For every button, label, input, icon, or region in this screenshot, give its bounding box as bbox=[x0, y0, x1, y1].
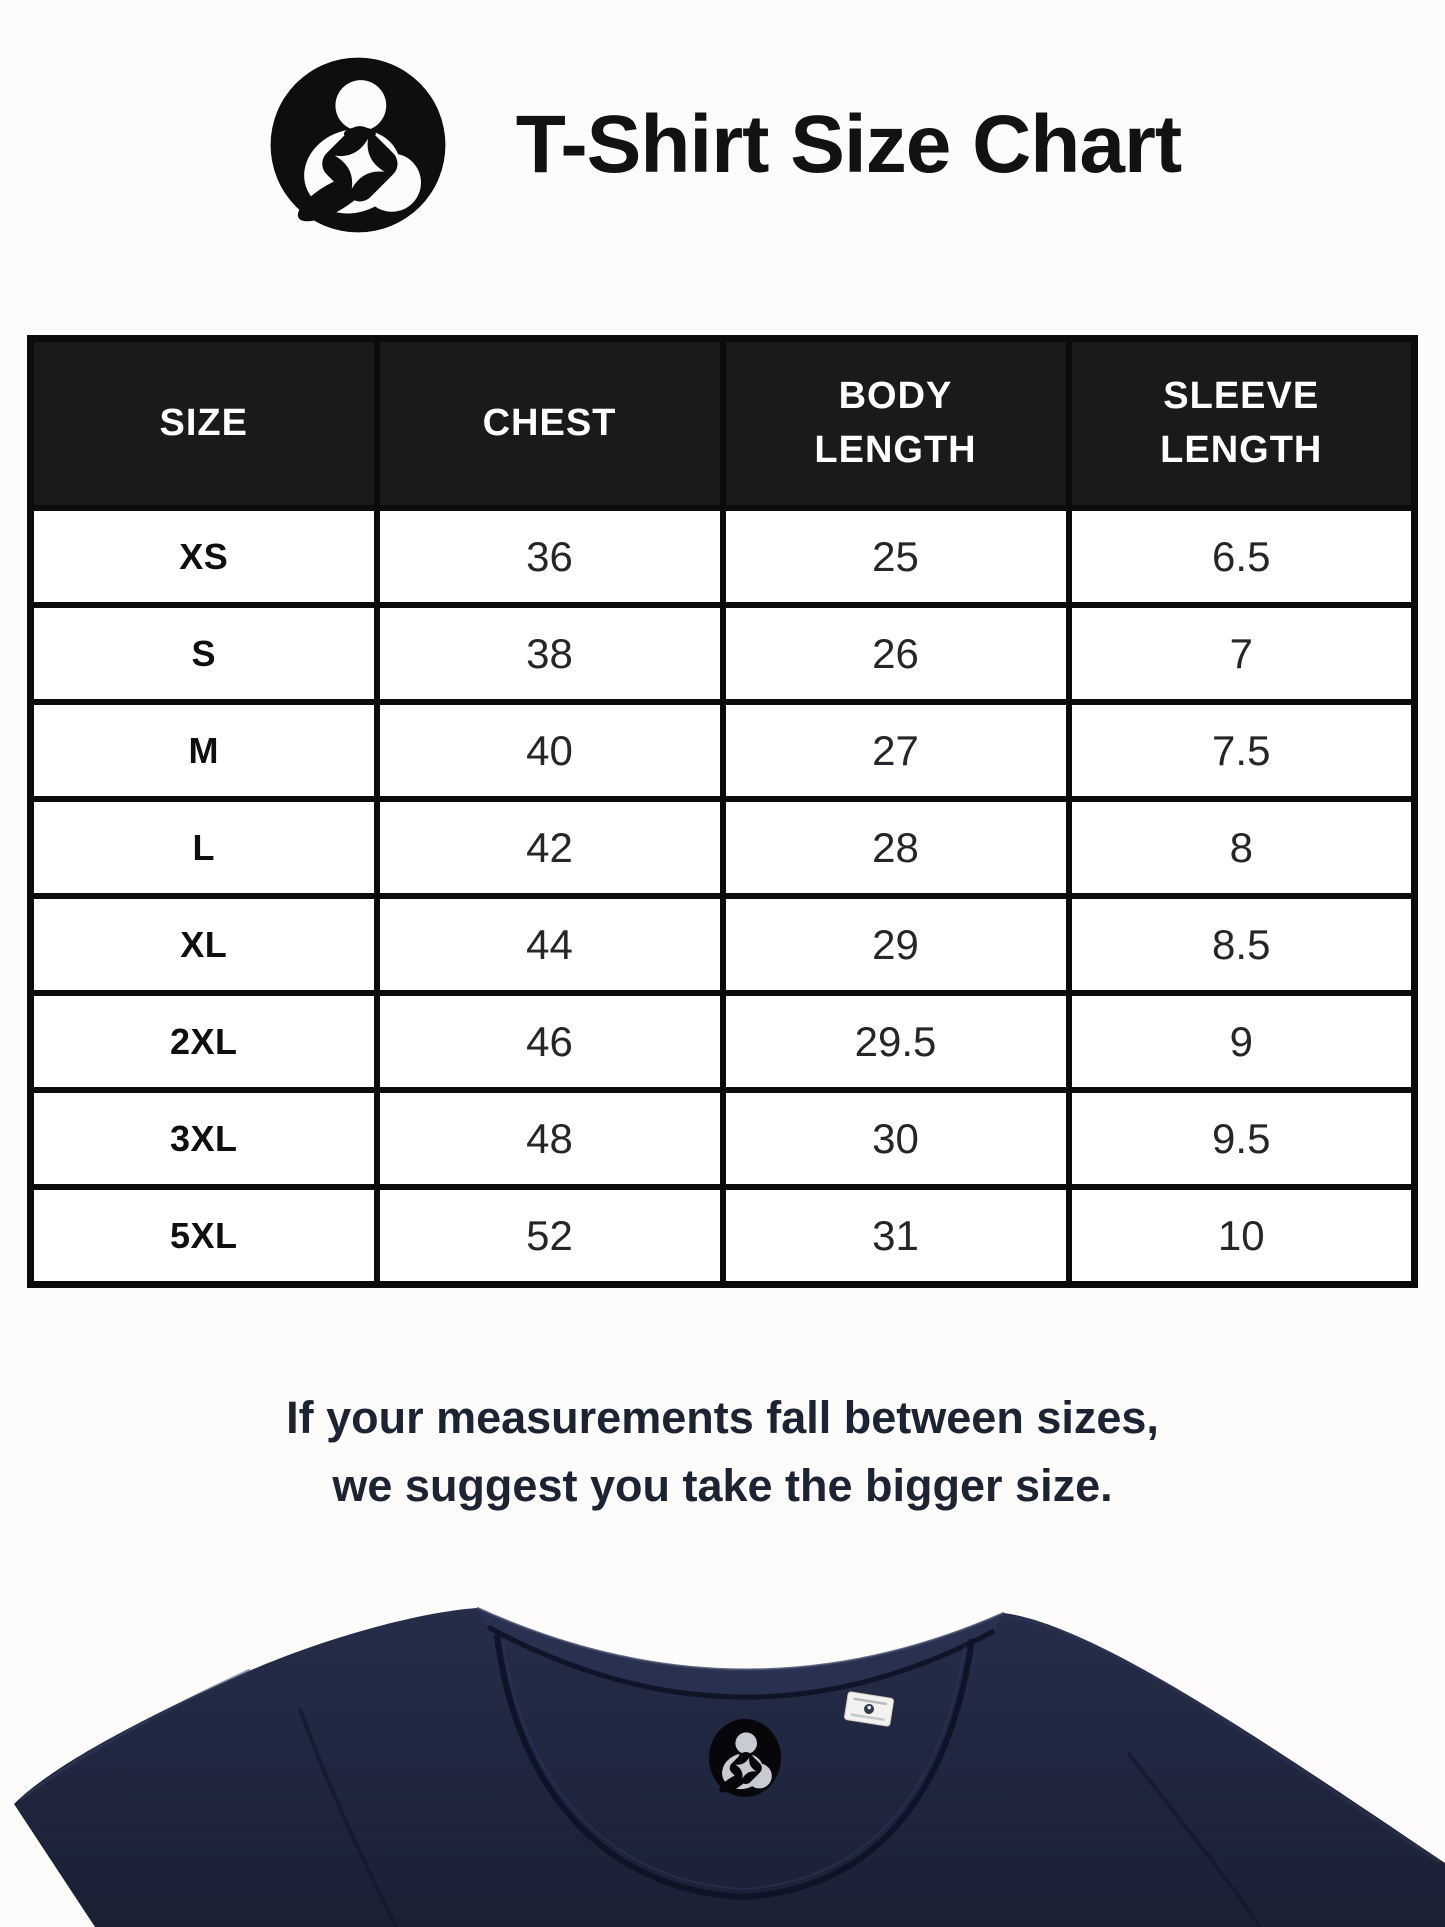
column-header-size: SIZE bbox=[31, 339, 377, 509]
header-row bbox=[31, 339, 1415, 509]
tshirt-illustration bbox=[0, 1557, 1445, 1927]
sleeve-length-cell: 7.5 bbox=[1069, 702, 1415, 799]
chest-cell: 46 bbox=[377, 993, 723, 1090]
sizing-note-line1: If your measurements fall between sizes, bbox=[286, 1392, 1159, 1443]
column-header-sleeve-length: SLEEVE LENGTH bbox=[1069, 339, 1415, 509]
table-row-xl bbox=[31, 896, 1415, 993]
table-row-l bbox=[31, 799, 1415, 896]
body-length-cell: 31 bbox=[723, 1187, 1069, 1285]
page-title: T-Shirt Size Chart bbox=[515, 99, 1182, 190]
chest-cell: 44 bbox=[377, 896, 723, 993]
sleeve-length-cell: 8 bbox=[1069, 799, 1415, 896]
size-cell: L bbox=[31, 799, 377, 896]
body-length-cell: 29.5 bbox=[723, 993, 1069, 1090]
sizing-note bbox=[0, 1384, 1445, 1519]
size-chart-header bbox=[31, 339, 1415, 509]
size-chart-table bbox=[27, 335, 1418, 1288]
table-row-2xl bbox=[31, 993, 1415, 1090]
chest-cell: 52 bbox=[377, 1187, 723, 1285]
table-row-5xl bbox=[31, 1187, 1415, 1285]
body-length-cell: 26 bbox=[723, 605, 1069, 702]
size-cell: XS bbox=[31, 508, 377, 605]
mother-and-baby-logo-icon bbox=[264, 51, 452, 239]
body-length-cell: 28 bbox=[723, 799, 1069, 896]
sleeve-length-cell: 10 bbox=[1069, 1187, 1415, 1285]
chest-cell: 38 bbox=[377, 605, 723, 702]
size-cell: S bbox=[31, 605, 377, 702]
body-length-cell: 25 bbox=[723, 508, 1069, 605]
sizing-note-line2: we suggest you take the bigger size. bbox=[332, 1459, 1113, 1511]
page-header bbox=[0, 50, 1445, 240]
size-cell: 2XL bbox=[31, 993, 377, 1090]
size-cell: M bbox=[31, 702, 377, 799]
size-cell: 5XL bbox=[31, 1187, 377, 1285]
sleeve-length-cell: 6.5 bbox=[1069, 508, 1415, 605]
size-cell: 3XL bbox=[31, 1090, 377, 1187]
sleeve-length-cell: 7 bbox=[1069, 605, 1415, 702]
sleeve-length-cell: 9 bbox=[1069, 993, 1415, 1090]
sleeve-length-cell: 9.5 bbox=[1069, 1090, 1415, 1187]
chest-cell: 40 bbox=[377, 702, 723, 799]
table-row-3xl bbox=[31, 1090, 1415, 1187]
size-cell: XL bbox=[31, 896, 377, 993]
chest-cell: 36 bbox=[377, 508, 723, 605]
body-length-cell: 30 bbox=[723, 1090, 1069, 1187]
column-header-chest: CHEST bbox=[377, 339, 723, 509]
tshirt-neckline-photo bbox=[0, 1557, 1445, 1927]
body-length-cell: 27 bbox=[723, 702, 1069, 799]
collar-brand-patch bbox=[709, 1719, 781, 1797]
chest-cell: 48 bbox=[377, 1090, 723, 1187]
table-row-m bbox=[31, 702, 1415, 799]
chest-cell: 42 bbox=[377, 799, 723, 896]
column-header-body-length: BODY LENGTH bbox=[723, 339, 1069, 509]
sleeve-length-cell: 8.5 bbox=[1069, 896, 1415, 993]
body-length-cell: 29 bbox=[723, 896, 1069, 993]
table-row-s bbox=[31, 605, 1415, 702]
table-row-xs bbox=[31, 508, 1415, 605]
